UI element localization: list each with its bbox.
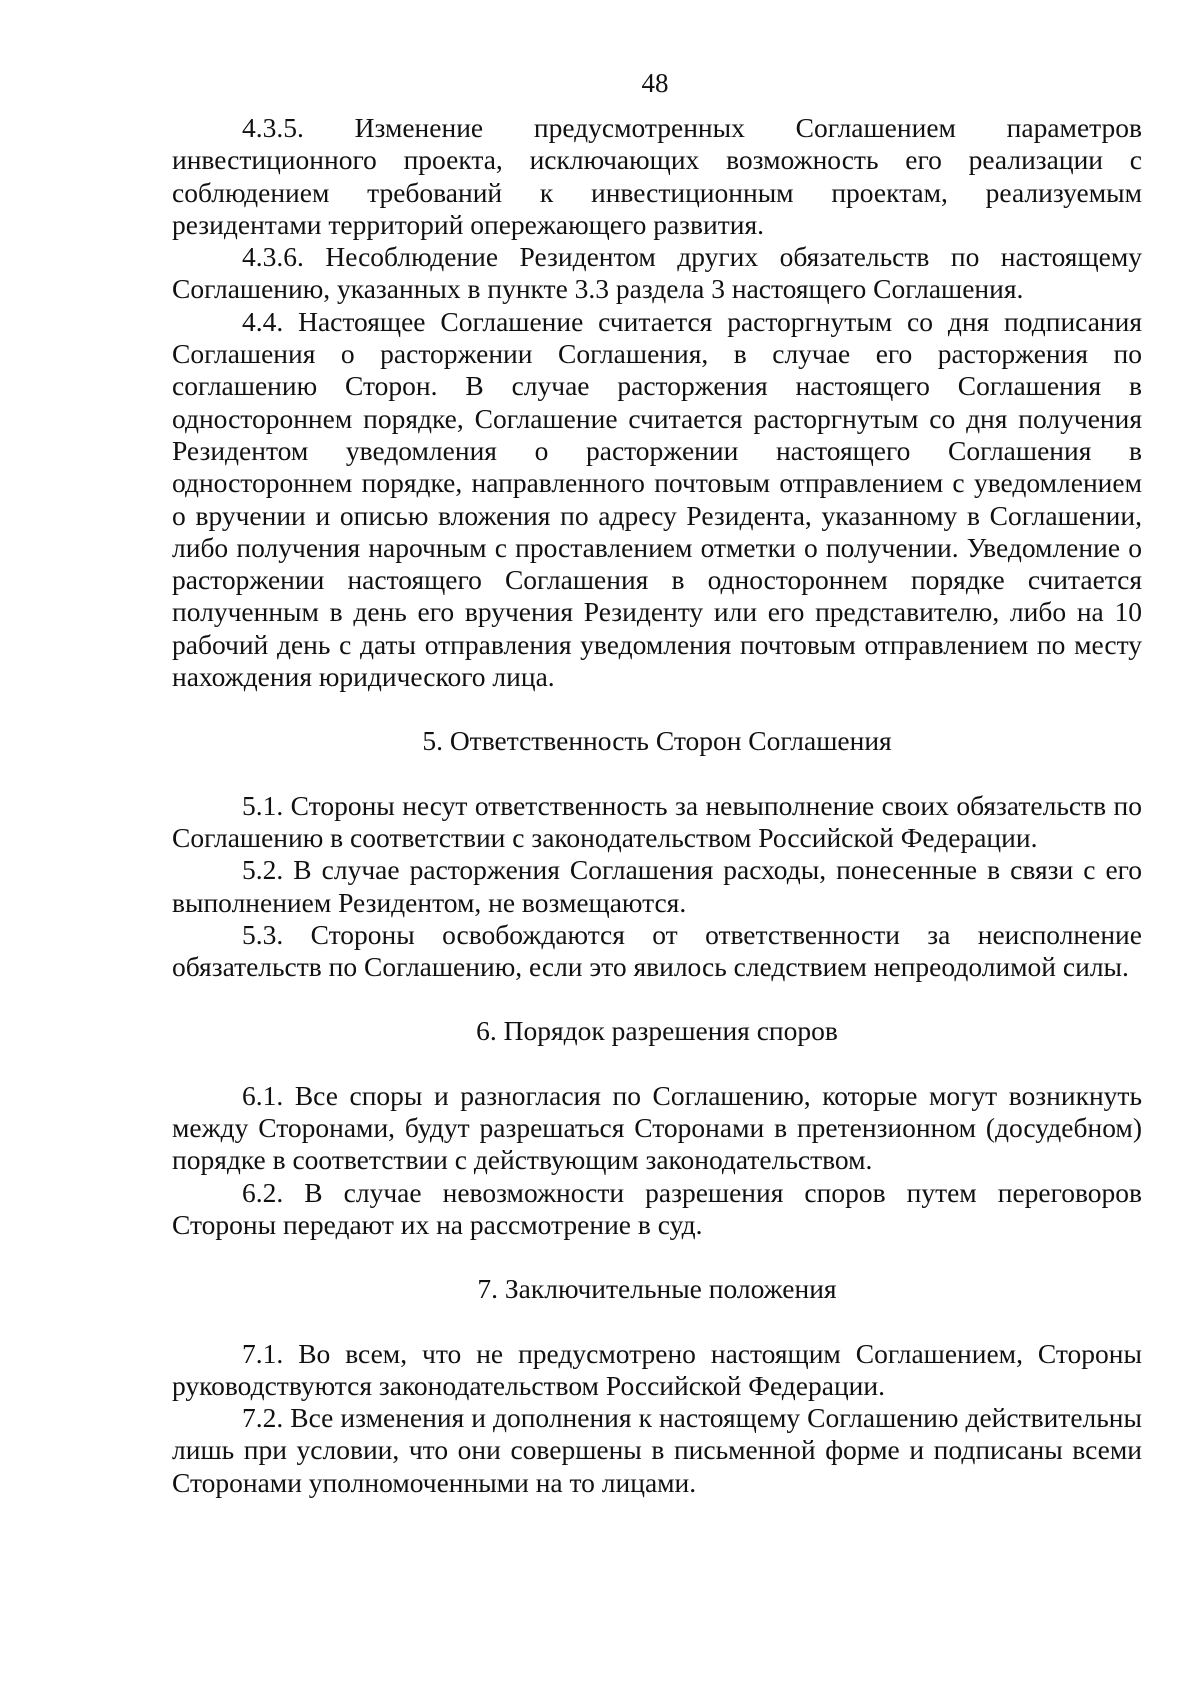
clause-5-2: 5.2. В случае расторжения Соглашения расходы, понесенные в связи с его выполнением Резидентом, не возмещаются.: [172, 854, 1142, 918]
section-heading-5: 5. Ответственность Сторон Соглашения: [422, 725, 892, 757]
section-heading-7: 7. Заключительные положения: [477, 1273, 837, 1305]
clause-6-2: 6.2. В случае невозможности разрешения споров путем переговоров Стороны передают их на рассмотрение в суд.: [172, 1176, 1142, 1240]
clause-5-1: 5.1. Стороны несут ответственность за невыполнение своих обязательств по Соглашению в соответствии с законодательством Российской Федерации.: [172, 789, 1142, 853]
clause-7-1: 7.1. Во всем, что не предусмотрено настоящим Соглашением, Стороны руководствуются законодательством Российской Федерации.: [172, 1337, 1142, 1401]
clause-4-4: 4.4. Настоящее Соглашение считается расторгнутым со дня подписания Соглашения о расторжении Соглашения, в случае его расторжения по соглашению Сторон. В случае расторжения настоящего Соглашения в одностороннем порядке, Соглашение считается расторгнутым со дня получения Резидентом уведомления о расторжении настоящего Соглашения в одностороннем порядке, направленного почтовым отправлением с уведомлением о вручении и описью вложения по адресу Резидента, указанному в Соглашении, либо получения нарочным с проставлением отметки о получении. Уведомление о расторжении настоящего Соглашения в одностороннем порядке считается полученным в день его вручения Резиденту или его представителю, либо на 10 рабочий день с даты отправления уведомления почтовым отправлением по месту нахождения юридического лица.: [172, 305, 1142, 693]
page-number: 48: [641, 68, 669, 98]
clause-4-3-6: 4.3.6. Несоблюдение Резидентом других обязательств по настоящему Соглашению, указанных в пункте 3.3 раздела 3 настоящего Соглашения.: [172, 241, 1142, 305]
section-heading-6: 6. Порядок разрешения споров: [476, 1015, 838, 1047]
clause-6-1: 6.1. Все споры и разногласия по Соглашению, которые могут возникнуть между Сторонами, будут разрешаться Сторонами в претензионном (досудебном) порядке в соответствии с действующим законодательством.: [172, 1079, 1142, 1176]
document-body: [172, 112, 1142, 1499]
clause-5-3: 5.3. Стороны освобождаются от ответственности за неисполнение обязательств по Соглашению, если это явилось следствием непреодолимой силы.: [172, 918, 1142, 983]
clause-4-3-5: 4.3.5. Изменение предусмотренных Соглашением параметров инвестиционного проекта, исключающих возможность его реализации с соблюдением требований к инвестиционным проектам, реализуемым резидентами территорий опережающего развития.: [172, 112, 1142, 240]
clause-7-2: 7.2. Все изменения и дополнения к настоящему Соглашению действительны лишь при условии, что они совершены в письменной форме и подписаны всеми Сторонами уполномоченными на то лицами.: [172, 1402, 1142, 1498]
